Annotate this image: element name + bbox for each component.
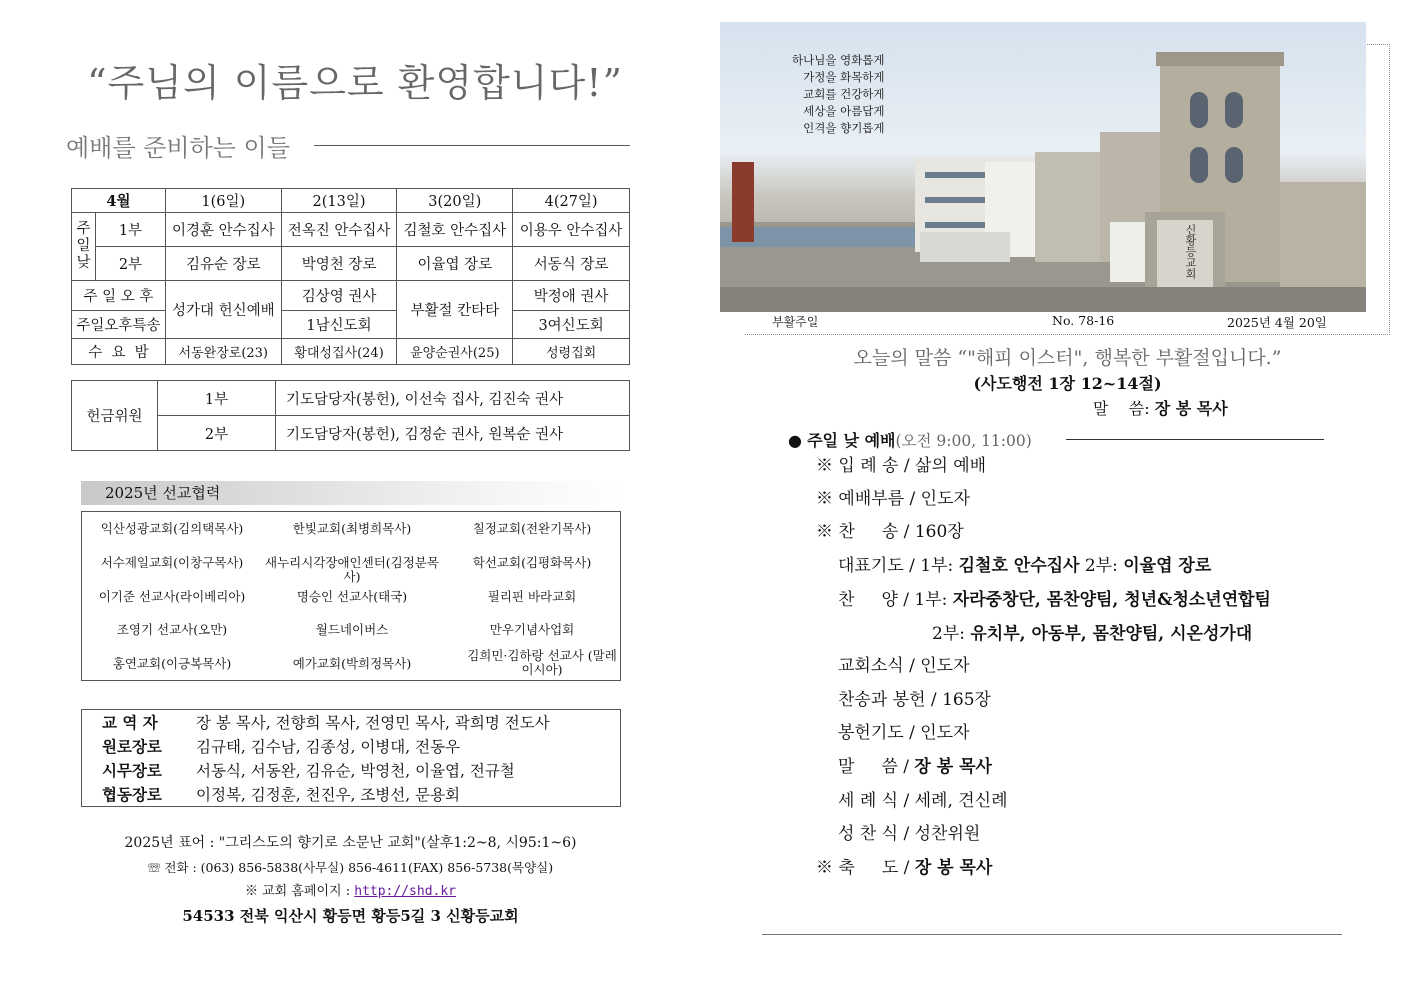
staff-row	[102, 783, 460, 807]
week-cell: 4(27일)	[513, 189, 630, 213]
order-label: ※ 축 도 /	[816, 858, 915, 878]
service-time: (오전 9:00, 11:00)	[895, 432, 1032, 450]
table-cell: 김상영 권사	[281, 281, 397, 311]
divider	[762, 934, 1342, 935]
list-item: 서수제일교회(이창구목사)	[100, 555, 244, 570]
order-value: 유치부, 아동부, 몸찬양팀, 시온성가대	[970, 624, 1253, 644]
order-item	[838, 718, 970, 748]
order-value: 장 봉 목사	[914, 757, 992, 777]
table-cell: 박정애 권사	[513, 281, 630, 311]
order-label: 성 찬 식 /	[838, 824, 915, 844]
staff-names: 장 봉 목사, 전향희 목사, 전영민 목사, 곽희명 전도사	[196, 714, 550, 732]
order-item	[816, 484, 970, 514]
table-row	[72, 339, 630, 365]
service-heading	[788, 428, 1032, 451]
divider	[1066, 439, 1324, 440]
cantata-cell: 부활절 칸타타	[397, 281, 513, 339]
order-item	[838, 752, 992, 782]
label-char: 낮	[76, 255, 91, 271]
order-label: 대표기도 / 1부:	[838, 556, 959, 576]
list-item: 필리핀 바라교회	[487, 589, 577, 604]
table-cell: 기도담당자(봉헌), 이선숙 집사, 김진숙 권사	[276, 381, 630, 416]
list-item: 익산성광교회(김의택목사)	[100, 521, 244, 536]
order-label: ※ 찬 송 /	[816, 522, 915, 542]
part-label: 2부	[158, 416, 276, 451]
week-cell: 3(20일)	[397, 189, 513, 213]
week-cell: 2(13일)	[281, 189, 397, 213]
table-cell: 3여신도회	[513, 311, 630, 339]
part-label: 2부	[95, 247, 165, 281]
order-label: ※ 예배부름 /	[816, 489, 921, 509]
month-cell: 4월	[72, 189, 166, 213]
table-row	[72, 281, 630, 311]
vision-line: 하나님을 영화롭게	[792, 53, 885, 67]
sermon-title: 오늘의 말씀 “"해피 이스터", 행복한 부활절입니다.”	[853, 347, 1282, 369]
staff-list	[81, 709, 621, 807]
part-label: 1부	[95, 213, 165, 247]
order-label: 교회소식 /	[838, 656, 921, 676]
table-row	[72, 213, 630, 247]
church-vision	[792, 52, 885, 137]
service-schedule-table	[71, 188, 630, 365]
list-item: 이기준 선교사(라이베리아)	[98, 589, 246, 604]
choir-service-cell: 성가대 헌신예배	[165, 281, 281, 339]
table-cell: 기도담당자(봉헌), 김정순 권사, 원복순 권사	[276, 416, 630, 451]
order-label: 봉헌기도 /	[838, 723, 921, 743]
list-item: 홍연교회(이긍복목사)	[112, 656, 232, 671]
pm-label: 주 일 오 후	[72, 281, 166, 311]
order-label: 2부:	[1079, 556, 1124, 576]
table-cell: 윤양순권사(25)	[397, 339, 513, 365]
wed-label: 수 요 밤	[72, 339, 166, 365]
table-cell: 이용우 안수집사	[513, 213, 630, 247]
order-value: 성찬위원	[914, 824, 981, 844]
table-cell: 전옥진 안수집사	[281, 213, 397, 247]
table-cell: 박영천 장로	[281, 247, 397, 281]
label-char: 일	[76, 238, 91, 254]
list-item: 새누리시각장애인센터(김정분목사)	[265, 555, 439, 584]
table-cell: 김철호 안수집사	[397, 213, 513, 247]
staff-role: 원로장로	[102, 737, 162, 756]
church-sign: 신황등교회	[1184, 224, 1197, 279]
bullet: ●	[788, 431, 802, 450]
order-item	[816, 853, 992, 883]
order-value: 이율엽 장로	[1123, 556, 1212, 576]
homepage-link[interactable]: http://shd.kr	[354, 884, 456, 899]
table-header-row	[72, 189, 630, 213]
sunday-name: 부활주일	[772, 315, 819, 329]
church-motto: 2025년 표어 : "그리스도의 향기로 소문난 교회"(살후1:2~8, 시95:1~6)	[124, 835, 577, 851]
list-item: 학선교회(김평화목사)	[472, 555, 592, 570]
mission-title: 2025년 선교협력	[81, 481, 621, 505]
order-value: 인도자	[920, 489, 970, 509]
sunday-day-label	[72, 213, 96, 281]
section-title-preparers: 예배를 준비하는 이들	[66, 134, 290, 162]
table-cell: 황대성집사(24)	[281, 339, 397, 365]
order-item	[816, 517, 964, 547]
phone-info: ☏ 전화 : (063) 856-5838(사무실) 856-4611(FAX) 856-5738(목양실)	[147, 860, 554, 875]
order-item	[838, 786, 1008, 816]
list-item: 칠정교회(전완기목사)	[472, 521, 592, 536]
homepage-label: ※ 교회 홈페이지 :	[244, 884, 355, 899]
week-cell: 1(6일)	[165, 189, 281, 213]
table-cell: 서동식 장로	[513, 247, 630, 281]
issue-date: 2025년 4월 20일	[1227, 315, 1327, 330]
order-value: 160장	[914, 522, 964, 542]
mission-list	[81, 511, 621, 681]
homepage-info	[71, 880, 630, 899]
list-item: 김희민·김하랑 선교사 (말레이시아)	[467, 648, 617, 677]
staff-role: 협동장로	[102, 785, 162, 804]
list-item: 명승인 선교사(태국)	[296, 589, 408, 604]
vision-line: 교회를 건강하게	[803, 87, 885, 101]
order-label: 세 례 식 /	[838, 791, 915, 811]
table-cell: 성령집회	[513, 339, 630, 365]
table-row	[72, 311, 630, 339]
issue-number: No. 78-16	[1052, 313, 1115, 328]
order-label: ※ 입 례 송 /	[816, 456, 916, 476]
preacher	[1093, 396, 1228, 419]
welcome-heading: “주님의 이름으로 환영합니다!”	[87, 61, 623, 105]
service-title: 주일 낮 예배	[807, 431, 896, 450]
table-cell: 이율엽 장로	[397, 247, 513, 281]
order-value: 세례, 견신례	[914, 791, 1008, 811]
staff-role: 시무장로	[102, 761, 162, 780]
order-label: 찬송과 봉헌 /	[838, 690, 943, 710]
list-item: 월드네이버스	[315, 622, 389, 637]
staff-names: 김규태, 김수남, 김종성, 이병대, 전동우	[196, 738, 461, 756]
church-address: 54533 전북 익산시 황등면 황등5길 3 신황등교회	[182, 907, 519, 925]
table-row	[72, 381, 630, 416]
list-item: 만우기념사업회	[489, 622, 575, 637]
order-value: 삶의 예배	[915, 456, 987, 476]
part-label: 1부	[158, 381, 276, 416]
preacher-name: 장 봉 목사	[1154, 399, 1228, 418]
order-item	[838, 585, 1271, 615]
offering-label: 헌금위원	[72, 381, 158, 451]
label-char: 주	[76, 221, 91, 237]
staff-row	[102, 735, 460, 759]
staff-row	[102, 759, 515, 783]
offering-table	[71, 380, 630, 451]
order-item	[838, 685, 991, 715]
list-item: 예가교회(박희정목사)	[292, 656, 412, 671]
list-item: 조영기 선교사(오만)	[116, 622, 228, 637]
table-cell: 서동완장로(23)	[165, 339, 281, 365]
order-value: 김철호 안수집사	[958, 556, 1080, 576]
divider	[314, 145, 630, 146]
table-cell: 1남신도회	[281, 311, 397, 339]
order-value: 인도자	[920, 656, 970, 676]
table-row	[72, 247, 630, 281]
order-item	[838, 551, 1211, 581]
order-item	[838, 819, 980, 849]
staff-row	[102, 711, 550, 735]
order-label: 2부:	[932, 624, 971, 644]
order-value: 자라중창단, 몸찬양팀, 청년&청소년연합팀	[952, 590, 1271, 610]
order-item	[932, 619, 1252, 649]
staff-role: 교 역 자	[102, 713, 158, 732]
table-cell: 김유순 장로	[165, 247, 281, 281]
table-cell: 이경훈 안수집사	[165, 213, 281, 247]
vision-line: 세상을 아름답게	[803, 104, 885, 118]
vision-line: 가정을 화목하게	[803, 70, 885, 84]
staff-names: 이정복, 김정훈, 천진우, 조병선, 문용회	[196, 786, 461, 804]
vision-line: 인격을 향기롭게	[803, 121, 885, 135]
order-item	[838, 651, 970, 681]
order-value: 인도자	[920, 723, 970, 743]
staff-names: 서동식, 서동완, 김유순, 박영천, 이율엽, 전규철	[196, 762, 515, 780]
scripture-reference: (사도행전 1장 12~14절)	[973, 374, 1162, 393]
order-value: 장 봉 목사	[914, 858, 993, 878]
pm-special-label: 주일오후특송	[72, 311, 166, 339]
order-value: 165장	[942, 690, 991, 710]
church-photo	[720, 22, 1366, 312]
preacher-label: 말 씀:	[1093, 399, 1155, 418]
order-item	[816, 451, 986, 481]
order-label: 찬 양 / 1부:	[838, 590, 953, 610]
list-item: 한빛교회(최병희목사)	[292, 521, 412, 536]
order-label: 말 씀 /	[838, 757, 915, 777]
